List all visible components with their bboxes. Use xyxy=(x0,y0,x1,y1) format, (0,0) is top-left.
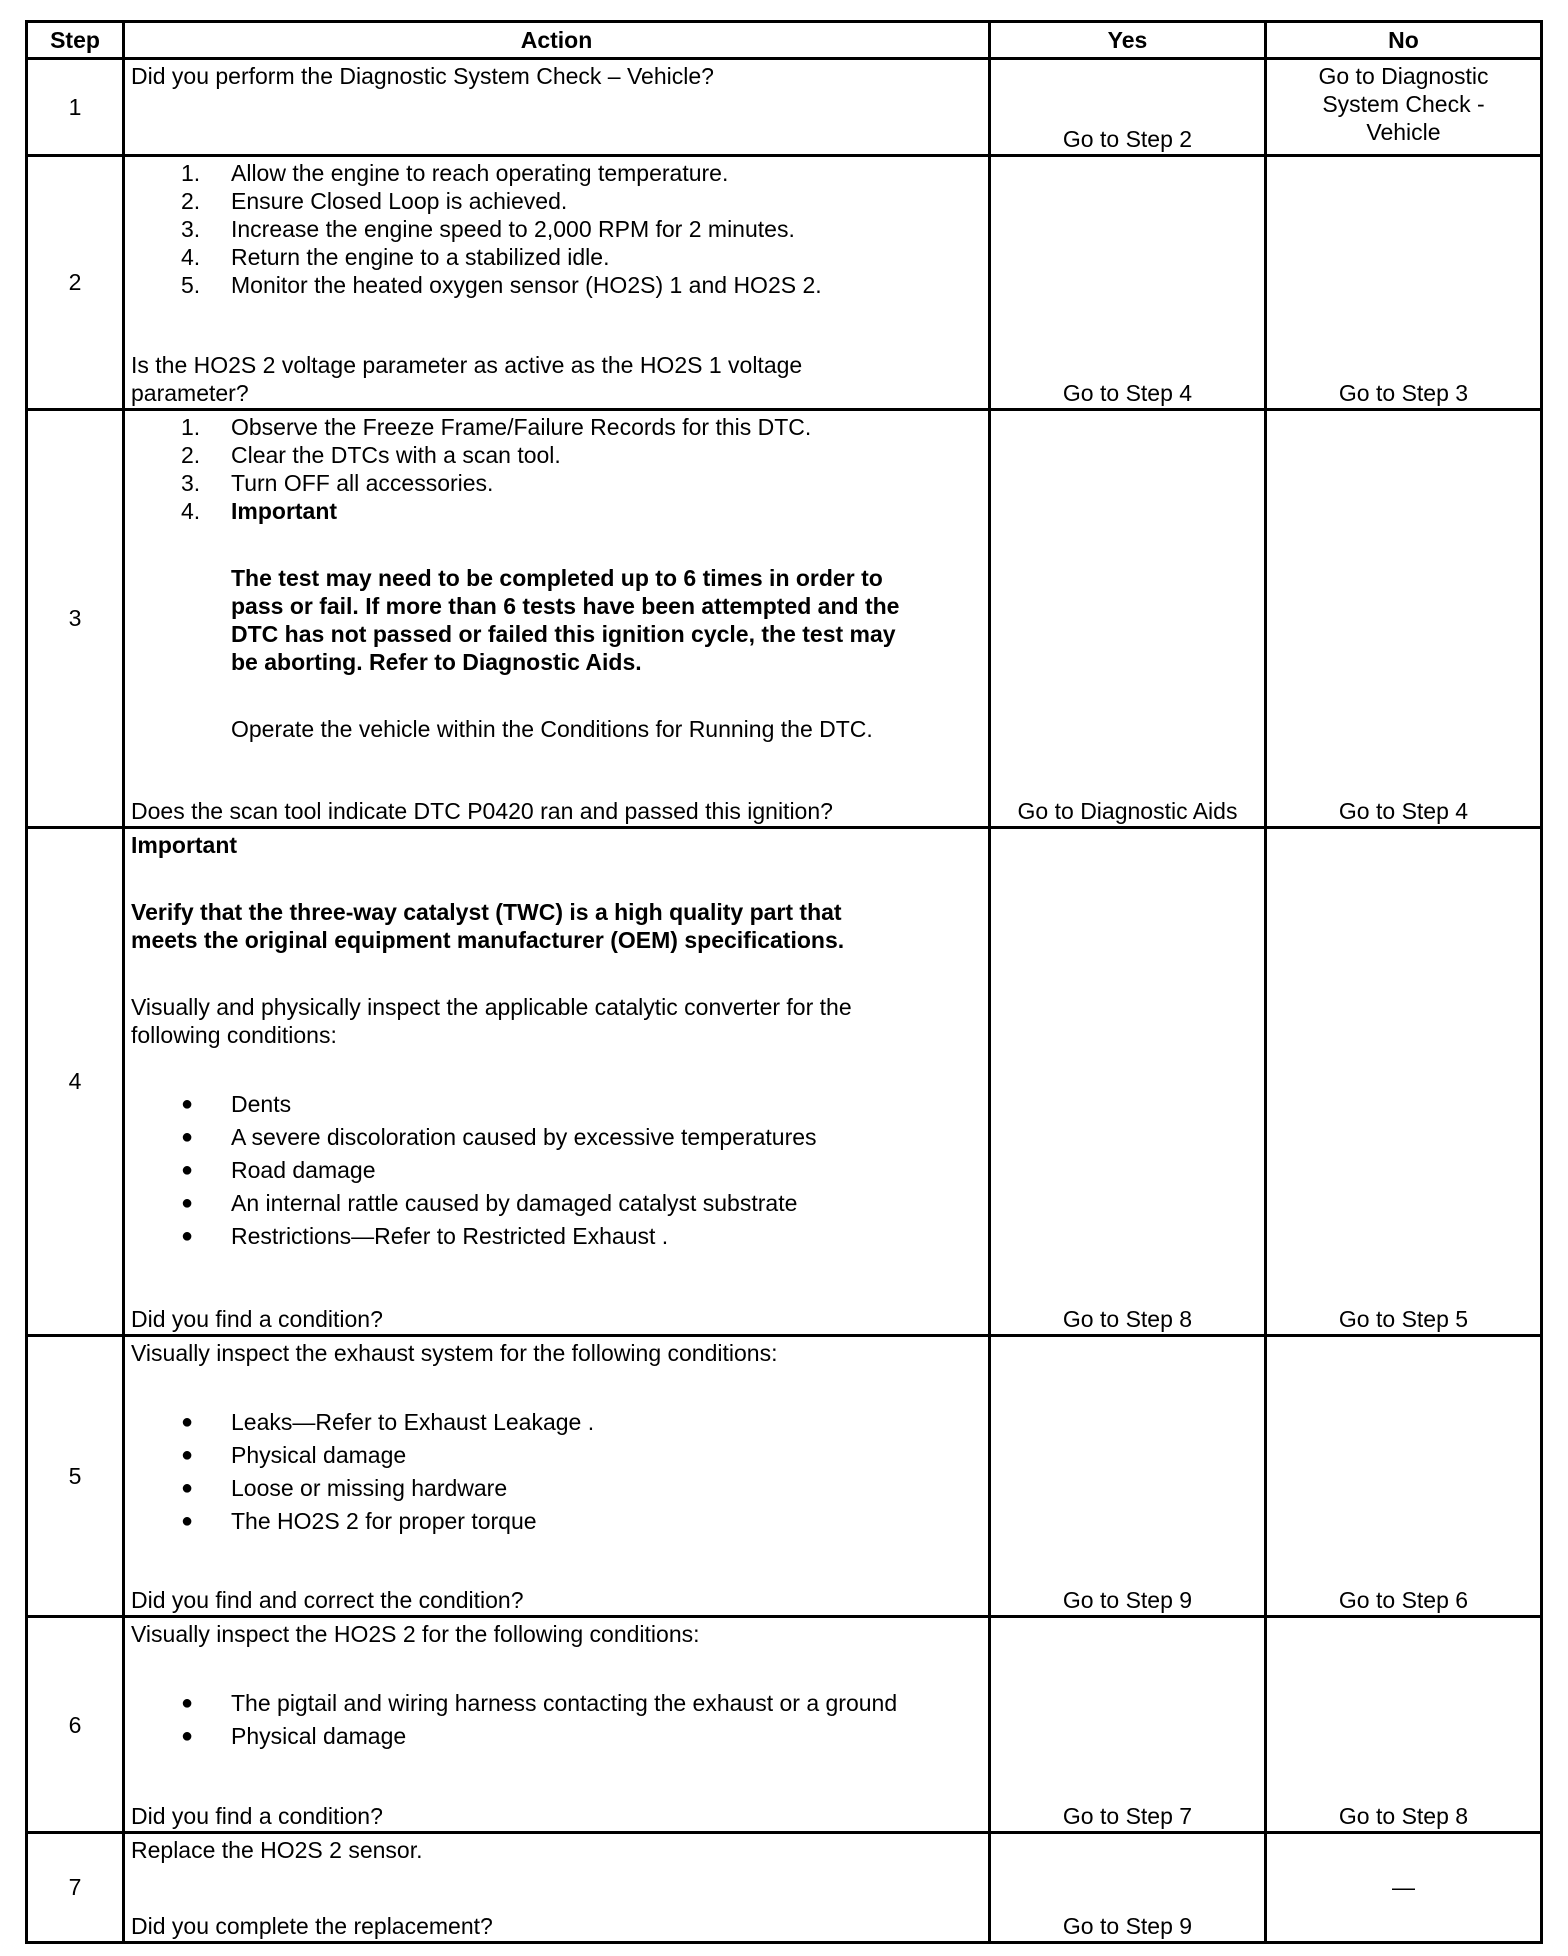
yes-cell: Go to Step 8 xyxy=(990,827,1266,1335)
header-yes: Yes xyxy=(990,22,1266,59)
list-item: 1. Observe the Freeze Frame/Failure Records for this DTC. xyxy=(181,413,812,440)
action-cell xyxy=(124,827,990,1335)
bullet-list xyxy=(131,1687,982,1753)
important-note: The test may need to be completed up to 6 times in order to pass or fail. If more than 6 tests have been attempted and the DTC has not passed or failed this ignition cycle, the test may be aborting. Refer to Diagnostic Aids. xyxy=(231,564,900,675)
action-cell xyxy=(124,1617,990,1832)
intro-text: Visually and physically inspect the applicable catalytic converter for the following conditions: xyxy=(131,993,852,1048)
no-cell: Go to Step 8 xyxy=(1266,1617,1542,1832)
step-number: 6 xyxy=(27,1617,124,1832)
step-number: 5 xyxy=(27,1335,124,1617)
instruction-text: Replace the HO2S 2 sensor. xyxy=(131,1836,423,1863)
table-row xyxy=(27,1335,1542,1617)
operate-instruction: Operate the vehicle within the Conditions for Running the DTC. xyxy=(231,715,873,742)
no-cell xyxy=(1266,59,1542,156)
no-cell: — xyxy=(1266,1832,1542,1942)
question-text: Did you find a condition? xyxy=(131,1802,383,1829)
important-heading: Important xyxy=(131,831,238,858)
question-text: Does the scan tool indicate DTC P0420 ran and passed this ignition? xyxy=(131,797,833,824)
list-item: ● An internal rattle caused by damaged catalyst substrate xyxy=(181,1189,798,1216)
list-item: ● Physical damage xyxy=(181,1441,407,1468)
list-item: 4. Important xyxy=(181,497,338,524)
list-item: 4. Return the engine to a stabilized idle. xyxy=(181,244,610,271)
header-action: Action xyxy=(124,22,990,59)
table-row xyxy=(27,1617,1542,1832)
yes-cell: Go to Diagnostic Aids xyxy=(990,409,1266,827)
table-row xyxy=(27,59,1542,156)
no-line: Vehicle xyxy=(1366,119,1441,145)
step-number: 1 xyxy=(27,59,124,156)
list-item: 5. Monitor the heated oxygen sensor (HO2S) 1 and HO2S 2. xyxy=(181,272,822,299)
table-row xyxy=(27,156,1542,410)
list-item: 3. Turn OFF all accessories. xyxy=(181,469,494,496)
diagnostic-table xyxy=(25,20,1543,1944)
list-item: ● Road damage xyxy=(181,1156,376,1183)
numbered-list xyxy=(131,413,982,525)
list-item: ● A severe discoloration caused by excessive temperatures xyxy=(181,1123,817,1150)
header-step: Step xyxy=(27,22,124,59)
table-row xyxy=(27,1832,1542,1942)
yes-cell: Go to Step 7 xyxy=(990,1617,1266,1832)
question-text: Is the HO2S 2 voltage parameter as active as the HO2S 1 voltage parameter? xyxy=(131,351,803,406)
action-cell xyxy=(124,59,990,156)
list-item: ● Restrictions—Refer to Restricted Exhaust . xyxy=(181,1222,669,1249)
list-item: ● The pigtail and wiring harness contacting the exhaust or a ground xyxy=(181,1690,898,1717)
step-number: 3 xyxy=(27,409,124,827)
yes-cell: Go to Step 9 xyxy=(990,1335,1266,1617)
header-no: No xyxy=(1266,22,1542,59)
no-cell: Go to Step 3 xyxy=(1266,156,1542,410)
no-cell: Go to Step 4 xyxy=(1266,409,1542,827)
yes-cell: Go to Step 9 xyxy=(990,1832,1266,1942)
step-number: 7 xyxy=(27,1832,124,1942)
step-number: 4 xyxy=(27,827,124,1335)
verify-note: Verify that the three-way catalyst (TWC) is a high quality part that meets the original equipment manufacturer (OEM) specifications. xyxy=(131,898,845,953)
header-row xyxy=(27,22,1542,59)
action-cell xyxy=(124,409,990,827)
action-cell xyxy=(124,1335,990,1617)
list-item: 2. Clear the DTCs with a scan tool. xyxy=(181,441,561,468)
list-item: 2. Ensure Closed Loop is achieved. xyxy=(181,188,568,215)
bullet-list xyxy=(131,1088,982,1253)
no-line: Go to Diagnostic xyxy=(1318,63,1489,89)
question-text: Did you perform the Diagnostic System Check – Vehicle? xyxy=(131,63,714,89)
yes-cell: Go to Step 4 xyxy=(990,156,1266,410)
action-cell xyxy=(124,1832,990,1942)
numbered-list xyxy=(131,159,982,299)
no-line: System Check - xyxy=(1322,91,1485,117)
question-text: Did you find a condition? xyxy=(131,1305,383,1332)
list-item: ● Loose or missing hardware xyxy=(181,1474,508,1501)
list-item: ● Dents xyxy=(181,1090,292,1117)
list-item: ● The HO2S 2 for proper torque xyxy=(181,1507,537,1534)
intro-text: Visually inspect the HO2S 2 for the following conditions: xyxy=(131,1621,700,1648)
list-item: ● Leaks—Refer to Exhaust Leakage . xyxy=(181,1408,595,1435)
bullet-list xyxy=(131,1406,982,1538)
list-item: 3. Increase the engine speed to 2,000 RPM for 2 minutes. xyxy=(181,216,795,243)
question-text: Did you complete the replacement? xyxy=(131,1913,493,1939)
question-text: Did you find and correct the condition? xyxy=(131,1587,524,1614)
list-item: 1. Allow the engine to reach operating temperature. xyxy=(181,160,729,187)
no-cell: Go to Step 5 xyxy=(1266,827,1542,1335)
intro-text: Visually inspect the exhaust system for the following conditions: xyxy=(131,1339,778,1366)
no-cell: Go to Step 6 xyxy=(1266,1335,1542,1617)
table-row xyxy=(27,827,1542,1335)
list-item: ● Physical damage xyxy=(181,1723,407,1750)
step-number: 2 xyxy=(27,156,124,410)
action-cell xyxy=(124,156,990,410)
table-row xyxy=(27,409,1542,827)
yes-cell: Go to Step 2 xyxy=(990,59,1266,156)
